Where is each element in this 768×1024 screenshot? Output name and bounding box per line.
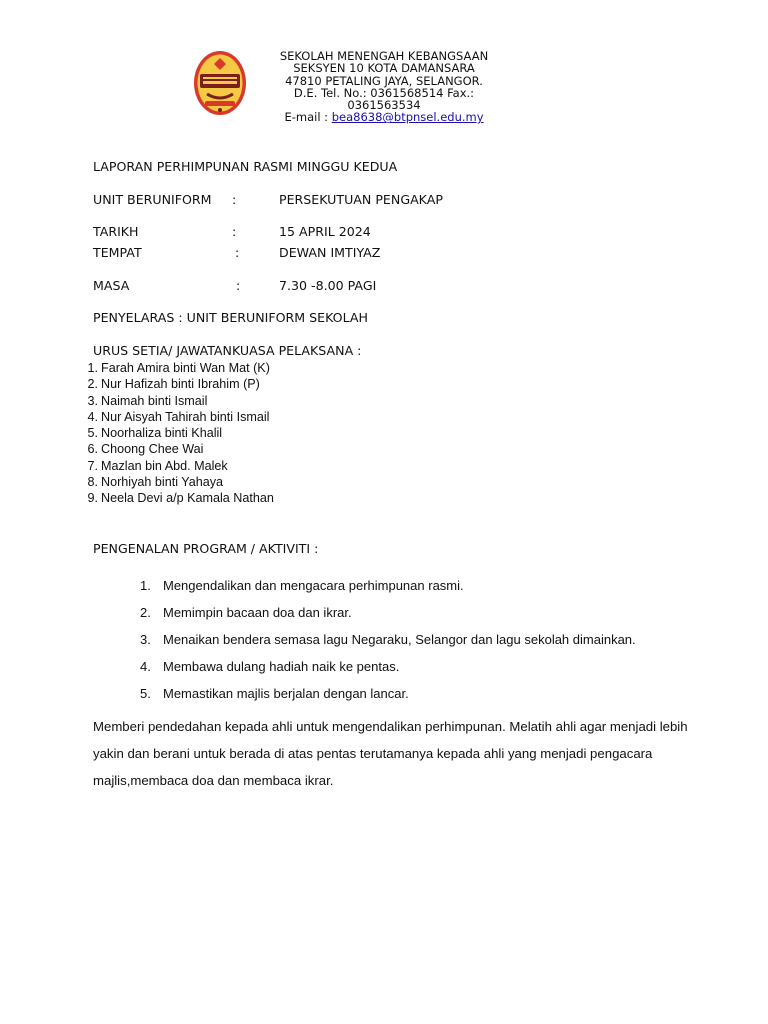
- crest-emblem-icon: [193, 50, 247, 116]
- committee-member-number: 1.: [87, 361, 98, 375]
- school-address: 47810 PETALING JAYA, SELANGOR.: [285, 73, 483, 88]
- committee-heading: URUS SETIA/ JAWATANKUASA PELAKSANA :: [93, 343, 362, 358]
- time-value: 7.30 -8.00 PAGI: [279, 278, 377, 293]
- place-label: TEMPAT: [93, 245, 142, 260]
- activity-item: [140, 626, 636, 653]
- committee-member-text: Farah Amira binti Wan Mat (K): [101, 361, 270, 375]
- email-link[interactable]: bea8638@btpnsel.edu.my: [331, 110, 484, 125]
- place-colon: :: [235, 245, 240, 260]
- committee-member: [78, 360, 398, 376]
- email-label: E-mail :: [284, 110, 329, 125]
- activity-item: [140, 572, 636, 599]
- unit-value: PERSEKUTUAN PENGAKAP: [279, 192, 443, 207]
- date-colon: :: [232, 224, 237, 239]
- committee-member: [78, 376, 398, 392]
- activity-item-text: Memastikan majlis berjalan dengan lancar.: [163, 686, 409, 701]
- committee-member-number: 2.: [87, 377, 98, 392]
- program-heading: PENGENALAN PROGRAM / AKTIVITI :: [93, 541, 319, 556]
- date-label: TARIKH: [93, 224, 139, 239]
- unit-colon: :: [232, 192, 237, 207]
- committee-member-text: Naimah binti Ismail: [101, 393, 208, 408]
- school-name: SEKOLAH MENENGAH KEBANGSAAN: [279, 49, 489, 63]
- school-phone-fax: D.E. Tel. No.: 0361568514 Fax.:: [293, 85, 475, 100]
- committee-member: [78, 490, 398, 506]
- committee-member-number: 7.: [87, 458, 98, 473]
- activity-item-text: Mengendalikan dan mengacara perhimpunan rasmi.: [163, 578, 464, 593]
- activity-item-number: 1.: [140, 578, 151, 593]
- committee-member-text: Norhiyah binti Yahaya: [101, 475, 224, 490]
- committee-member: [78, 425, 398, 441]
- activity-item-text: Membawa dulang hadiah naik ke pentas.: [163, 659, 400, 674]
- report-title: LAPORAN PERHIMPUNAN RASMI MINGGU KEDUA: [93, 159, 398, 174]
- activity-item-number: 2.: [140, 605, 151, 620]
- school-email-line: [262, 111, 506, 123]
- committee-member-text: Mazlan bin Abd. Malek: [101, 458, 228, 473]
- school-fax-number: 0361563534: [347, 98, 421, 113]
- date-value: 15 APRIL 2024: [279, 224, 371, 239]
- committee-member-number: 6.: [87, 442, 98, 457]
- letterhead: [262, 50, 506, 124]
- activity-item-text: Memimpin bacaan doa dan ikrar.: [163, 605, 352, 620]
- activity-item-number: 5.: [140, 686, 151, 701]
- activity-item-number: 4.: [140, 659, 151, 674]
- committee-member-text: Neela Devi a/p Kamala Nathan: [101, 491, 274, 506]
- committee-member: [78, 393, 398, 409]
- committee-member-text: Nur Hafizah binti Ibrahim (P): [101, 377, 260, 392]
- unit-label: UNIT BERUNIFORM: [93, 192, 212, 207]
- unit-row: [93, 192, 212, 207]
- committee-member-number: 5.: [87, 426, 98, 441]
- school-section: SEKSYEN 10 KOTA DAMANSARA: [293, 61, 475, 76]
- activity-item: [140, 653, 636, 680]
- committee-member-number: 3.: [87, 393, 98, 408]
- committee-member: [78, 474, 398, 490]
- activity-item-text: Menaikan bendera semasa lagu Negaraku, Selangor dan lagu sekolah dimainkan.: [163, 632, 636, 647]
- time-label: MASA: [93, 278, 130, 293]
- activity-item: [140, 680, 636, 707]
- coordinator-line: PENYELARAS : UNIT BERUNIFORM SEKOLAH: [93, 310, 368, 325]
- place-value: DEWAN IMTIYAZ: [279, 245, 381, 260]
- committee-member-number: 4.: [87, 409, 98, 424]
- activities-list: [140, 572, 636, 707]
- closing-paragraph: Memberi pendedahan kepada ahli untuk mengendalikan perhimpunan. Melatih ahli agar menjadi lebih yakin dan berani untuk berada di atas pentas terutamanya kepada ahli yang menjadi pengacara majlis,membaca doa dan membaca ikrar.: [93, 719, 688, 788]
- time-colon: :: [236, 278, 241, 293]
- committee-member: [78, 409, 398, 425]
- committee-member-text: Choong Chee Wai: [101, 442, 204, 457]
- committee-member-text: Nur Aisyah Tahirah binti Ismail: [101, 409, 270, 424]
- activity-item-number: 3.: [140, 632, 151, 647]
- committee-member-number: 9.: [87, 491, 98, 506]
- school-crest-logo: [193, 50, 247, 116]
- committee-member: [78, 458, 398, 474]
- committee-list: [78, 360, 398, 507]
- activity-item: [140, 599, 636, 626]
- committee-member-text: Noorhaliza binti Khalil: [101, 426, 223, 441]
- committee-member-number: 8.: [87, 475, 98, 490]
- committee-member: [78, 441, 398, 457]
